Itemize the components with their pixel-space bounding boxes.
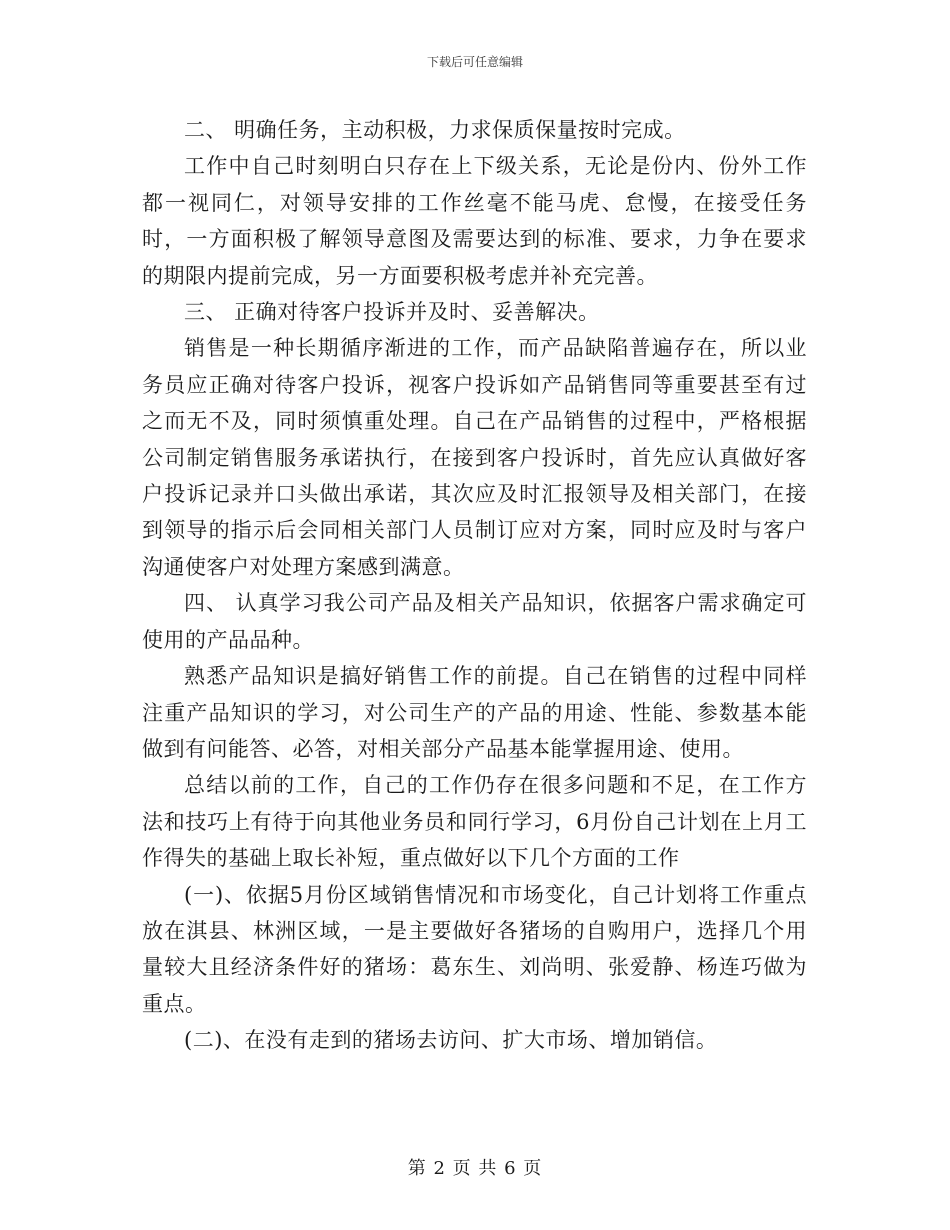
header-note: 下载后可任意编辑 xyxy=(426,55,523,69)
body-paragraph: 工作中自己时刻明白只存在上下级关系，无论是份内、份外工作都一视同仁，对领导安排的工作丝毫不能马虎、怠慢，在接受任务时，一方面积极了解领导意图及需要达到的标准、要求，力争在要求的期限内提前完成，另一方面要积极考虑并补充完善。 xyxy=(142,154,807,288)
plan-item-2: (二)、在没有走到的猪场去访问、扩大市场、增加销信。 xyxy=(184,1028,718,1053)
section-heading-4: 四、 认真学习我公司产品及相关产品知识，依据客户需求确定可使用的产品品种。 xyxy=(142,591,807,652)
page-number-footer: 第 2 页 共 6 页 xyxy=(407,1158,543,1179)
body-paragraph: 熟悉产品知识是搞好销售工作的前提。自己在销售的过程中同样注重产品知识的学习，对公司生产的产品的用途、性能、参数基本能做到有问能答、必答，对相关部分产品基本能掌握用途、使用。 xyxy=(142,664,807,761)
plan-item-1: (一)、依据5月份区域销售情况和市场变化，自己计划将工作重点放在淇县、林洲区域，一是主要做好各猪场的自购用户，选择几个用量较大且经济条件好的猪场：葛东生、刘尚明、张爱静、杨连巧做为重点。 xyxy=(142,882,807,1016)
section-heading-2: 二、 明确任务，主动积极，力求保质保量按时完成。 xyxy=(184,118,686,142)
body-paragraph: 销售是一种长期循序渐进的工作，而产品缺陷普遍存在，所以业务员应正确对待客户投诉，视客户投诉如产品销售同等重要甚至有过之而无不及，同时须慎重处理。自己在产品销售的过程中，严格根据公司制定销售服务承诺执行，在接到客户投诉时，首先应认真做好客户投诉记录并口头做出承诺，其次应及时汇报领导及相关部门，在接到领导的指示后会同相关部门人员制订应对方案，同时应及时与客户沟通使客户对处理方案感到满意。 xyxy=(142,336,807,579)
body-paragraph: 总结以前的工作，自己的工作仍存在很多问题和不足，在工作方法和技巧上有待于向其他业务员和同行学习，6月份自己计划在上月工作得失的基础上取长补短，重点做好以下几个方面的工作 xyxy=(142,773,807,871)
document-body xyxy=(142,112,807,1059)
section-heading-3: 三、 正确对待客户投诉并及时、妥善解决。 xyxy=(184,300,600,325)
